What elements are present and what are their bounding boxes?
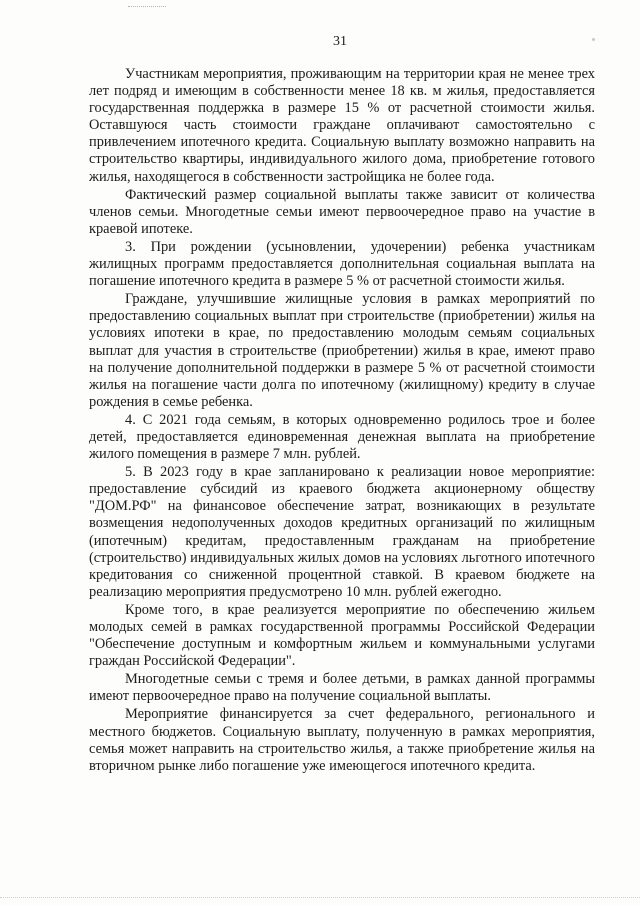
document-body bbox=[89, 66, 595, 775]
paragraph-family-size: Фактический размер социальной выплаты также зависит от количества членов семьи. Многодетные семьи имеют первоочередное право на участие в краевой ипотеке. bbox=[89, 186, 595, 237]
paragraph-young-families: Кроме того, в крае реализуется мероприятие по обеспечению жильем молодых семей в рамках государственной программы Российской Федерации "Обеспечение доступным и комфортным жильем и коммунальными услугами граждан Российской Федерации". bbox=[89, 601, 595, 670]
paragraph-item-4-triplets: 4. С 2021 года семьям, в которых одновременно родилось трое и более детей, предоставляется единовременная денежная выплата на приобретение жилого помещения в размере 7 млн. рублей. bbox=[89, 411, 595, 463]
paragraph-eligibility: Участникам мероприятия, проживающим на территории края не менее трех лет подряд и имеющим в собственности менее 18 кв. м жилья, предоставляется государственная поддержка в размере 15 % от расчетной стоимости жилья. Оставшуюся часть стоимости граждане оплачивают самостоятельно с привлечением ипотечного кредита. Социальную выплату возможно направить на строительство квартиры, индивидуального жилого дома, приобретение готового жилья, находящегося в собственности застройщика не более года. bbox=[89, 66, 595, 185]
paragraph-item-3-childbirth: 3. При рождении (усыновлении, удочерении) ребенка участникам жилищных программ предоставляется дополнительная социальная выплата на погашение ипотечного кредита в размере 5 % от расчетной стоимости жилья. bbox=[89, 238, 595, 290]
page-number: 31 bbox=[333, 34, 347, 49]
paragraph-large-families: Многодетные семьи с тремя и более детьми, в рамках данной программы имеют первоочередное право на получение социальной выплаты. bbox=[89, 671, 595, 705]
paragraph-financing: Мероприятие финансируется за счет федерального, регионального и местного бюджетов. Социальную выплату, полученную в рамках мероприятия, семья может направить на строительство жилья, а также приобретение жилья на вторичном рынке либо погашение уже имеющегося ипотечного кредита. bbox=[89, 706, 595, 774]
paragraph-item-5-dom-rf: 5. В 2023 году в крае запланировано к реализации новое мероприятие: предоставление субсидий из краевого бюджета акционерному обществу "ДОМ.РФ" на финансовое обеспечение затрат, возникающих в результате возмещения недополученных доходов кредитных организаций по жилищным (ипотечным) кредитам, предоставленным гражданам на приобретение (строительство) индивидуальных жилых домов на условиях льготного ипотечного кредитования со сниженной процентной ставкой. В краевом бюджете на реализацию мероприятия предусмотрено 10 млн. рублей ежегодно. bbox=[89, 464, 595, 600]
paragraph-additional-support: Граждане, улучшившие жилищные условия в рамках мероприятий по предоставлению социальных выплат при строительстве (приобретении) жилья на условиях ипотеки в крае, по предоставлению молодым семьям социальных выплат для участия в строительстве (приобретении) жилья в крае, имеют право на получение дополнительной поддержки в размере 5 % от расчетной стоимости жилья на погашение части долга по ипотечному (жилищному) кредиту в случае рождения в семье ребенка. bbox=[89, 291, 595, 410]
scan-artifact-top bbox=[128, 0, 166, 7]
